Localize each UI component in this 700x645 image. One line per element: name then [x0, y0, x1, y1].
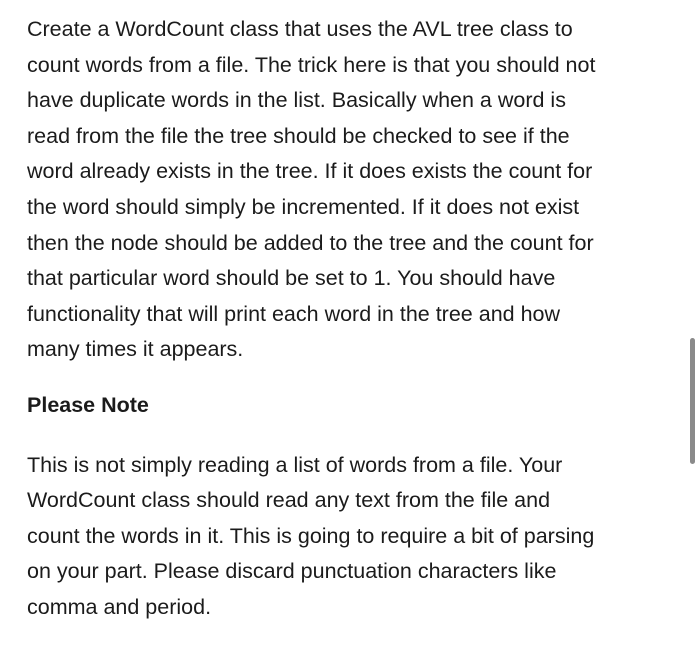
please-note-heading: Please Note: [27, 392, 149, 417]
vertical-scrollbar[interactable]: [688, 0, 696, 645]
document-content: [27, 12, 673, 626]
note-paragraph: This is not simply reading a list of words from a file. Your WordCount class should read any text from the file and count the words in it. This is going to require a bit of parsing on your part. Please discard punctuation characters like comma and period.: [27, 452, 595, 619]
assignment-paragraph: Create a WordCount class that uses the AVL tree class to count words from a file. The trick here is that you should not have duplicate words in the list. Basically when a word is read from the file the tree should be checked to see if the word already exists in the tree. If it does exists the count for the word should simply be incremented. If it does not exist then the node should be added to the tree and the count for that particular word should be set to 1. You should have functionality that will print each word in the tree and how many times it appears.: [27, 17, 596, 362]
scrollbar-thumb[interactable]: [690, 338, 695, 464]
